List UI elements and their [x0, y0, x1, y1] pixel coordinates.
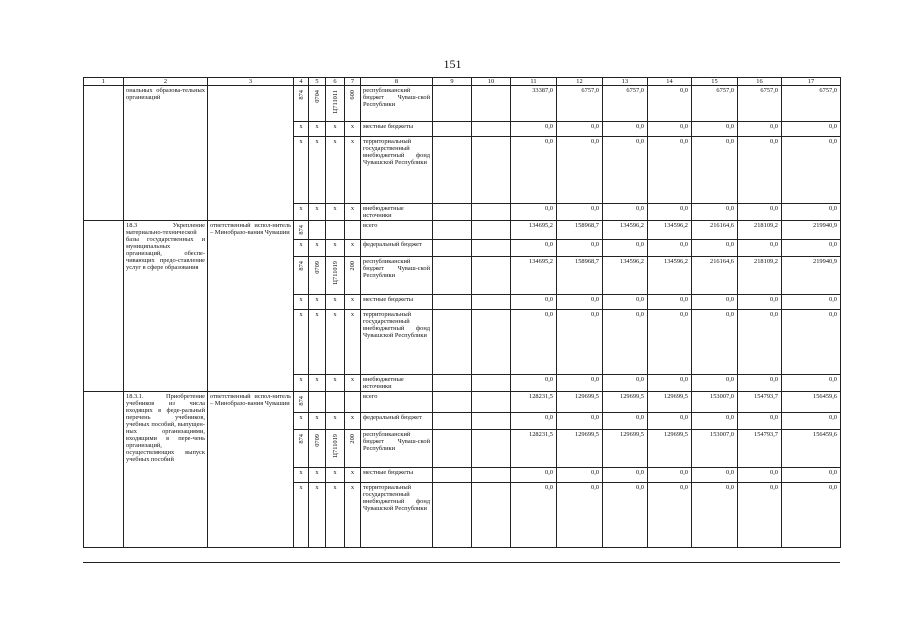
amount-cell: 134596,2 [603, 221, 648, 240]
code-cell [309, 257, 326, 295]
amount-cell: 6757,0 [782, 86, 841, 122]
code-cell: x [294, 483, 309, 548]
amount-cell: 0,0 [692, 310, 738, 375]
amount-cell: 0,0 [782, 240, 841, 257]
empty-cell [472, 221, 511, 240]
empty-cell [472, 310, 511, 375]
code-cell: x [294, 240, 309, 257]
funding-source: республиканский бюджет Чуваш-ской Республики [361, 86, 433, 122]
amount-cell: 0,0 [782, 295, 841, 310]
amount-cell: 0,0 [738, 483, 782, 548]
amount-cell: 0,0 [648, 310, 692, 375]
empty-cell [433, 122, 472, 137]
column-number: 11 [511, 78, 557, 86]
amount-cell: 156459,6 [782, 392, 841, 413]
code-cell [309, 86, 326, 122]
amount-cell: 0,0 [648, 295, 692, 310]
budget-code: 874 [297, 90, 305, 100]
amount-cell: 0,0 [511, 204, 557, 221]
amount-cell: 0,0 [511, 375, 557, 392]
code-cell [294, 221, 309, 240]
empty-cell [472, 413, 511, 430]
code-cell: x [345, 240, 361, 257]
amount-cell: 219940,9 [782, 221, 841, 240]
funding-source: территориальный государственный внебюджетный фонд Чувашской Республики [361, 483, 433, 548]
column-number: 9 [433, 78, 472, 86]
amount-cell: 0,0 [557, 295, 603, 310]
budget-code: 200 [349, 261, 356, 271]
amount-cell: 0,0 [603, 122, 648, 137]
code-cell: x [345, 483, 361, 548]
grbs-code: 874 [297, 396, 305, 406]
amount-cell: 6757,0 [692, 86, 738, 122]
budget-table [83, 77, 841, 548]
table-body [84, 78, 841, 548]
code-cell: x [309, 295, 326, 310]
amount-cell: 153007,0 [692, 392, 738, 413]
amount-cell: 129699,5 [603, 392, 648, 413]
code-cell: x [309, 483, 326, 548]
empty-cell [472, 375, 511, 392]
code-cell: x [345, 375, 361, 392]
code-cell: x [294, 137, 309, 204]
amount-cell: 6757,0 [603, 86, 648, 122]
measure-name: 18.3.1. Приобретение учебников из числа входящих в феде-ральный перечень учебников, учебных пособий, выпущен-ных организациями, входящими в пере-чень организаций, осуществляющих выпуск учебных пособий [124, 392, 208, 548]
code-cell: x [345, 204, 361, 221]
empty-cell [433, 375, 472, 392]
amount-cell: 0,0 [738, 122, 782, 137]
amount-cell: 0,0 [648, 204, 692, 221]
budget-code: 874 [297, 261, 305, 271]
empty-cell [472, 295, 511, 310]
amount-cell: 0,0 [738, 468, 782, 483]
column-number: 5 [309, 78, 326, 86]
column-number: 17 [782, 78, 841, 86]
code-cell: x [345, 468, 361, 483]
funding-source: федеральный бюджет [361, 240, 433, 257]
code-cell [345, 392, 361, 413]
code-cell: x [309, 122, 326, 137]
funding-source: внебюджетные источники [361, 375, 433, 392]
empty-cell [433, 310, 472, 375]
empty-cell [433, 413, 472, 430]
amount-cell: 0,0 [603, 375, 648, 392]
code-cell: x [345, 137, 361, 204]
budget-code: 0709 [313, 261, 321, 274]
amount-cell: 0,0 [603, 240, 648, 257]
budget-code: 200 [349, 434, 356, 444]
empty-cell [472, 483, 511, 548]
code-cell [345, 221, 361, 240]
code-cell: x [326, 375, 345, 392]
empty-cell [472, 257, 511, 295]
amount-cell: 0,0 [782, 468, 841, 483]
measure-name: 18.3 Укрепление материально-технической базы государственных и муниципальных организаций, обеспе-чивающих предо-ставление услуг в сфере образования [124, 221, 208, 392]
amount-cell: 0,0 [511, 483, 557, 548]
code-cell: x [309, 413, 326, 430]
amount-cell: 0,0 [738, 240, 782, 257]
amount-cell: 0,0 [511, 413, 557, 430]
empty-cell [433, 204, 472, 221]
amount-cell: 0,0 [692, 204, 738, 221]
code-cell: x [309, 468, 326, 483]
code-cell [326, 221, 345, 240]
code-cell: x [326, 204, 345, 221]
code-cell [309, 392, 326, 413]
amount-cell: 153007,0 [692, 430, 738, 468]
amount-cell: 0,0 [603, 413, 648, 430]
amount-cell: 134596,2 [648, 221, 692, 240]
amount-cell: 0,0 [782, 122, 841, 137]
cell-col1 [84, 392, 124, 548]
amount-cell: 0,0 [511, 468, 557, 483]
empty-cell [433, 430, 472, 468]
column-number: 2 [124, 78, 208, 86]
amount-cell: 0,0 [511, 310, 557, 375]
empty-cell [472, 122, 511, 137]
amount-cell: 218109,2 [738, 221, 782, 240]
responsible-executor [208, 86, 294, 221]
amount-cell: 0,0 [511, 240, 557, 257]
funding-source: территориальный государственный внебюджетный фонд Чувашской Республики [361, 310, 433, 375]
amount-cell: 0,0 [603, 295, 648, 310]
table-row [84, 392, 841, 413]
column-number: 1 [84, 78, 124, 86]
amount-cell: 128231,5 [511, 392, 557, 413]
empty-cell [433, 137, 472, 204]
code-cell: x [326, 310, 345, 375]
amount-cell: 0,0 [557, 137, 603, 204]
funding-source: республиканский бюджет Чуваш-ской Республики [361, 257, 433, 295]
empty-cell [433, 257, 472, 295]
amount-cell: 0,0 [603, 483, 648, 548]
empty-cell [472, 392, 511, 413]
amount-cell: 0,0 [782, 204, 841, 221]
column-number: 14 [648, 78, 692, 86]
code-cell: x [326, 468, 345, 483]
amount-cell: 0,0 [603, 310, 648, 375]
page-number: 151 [443, 57, 462, 71]
column-number: 15 [692, 78, 738, 86]
column-number: 16 [738, 78, 782, 86]
amount-cell: 0,0 [648, 413, 692, 430]
amount-cell: 6757,0 [557, 86, 603, 122]
code-cell: x [326, 483, 345, 548]
amount-cell: 0,0 [557, 468, 603, 483]
funding-source: всего [361, 221, 433, 240]
code-cell: x [309, 375, 326, 392]
amount-cell: 0,0 [648, 468, 692, 483]
empty-cell [433, 221, 472, 240]
empty-cell [472, 86, 511, 122]
column-number: 3 [208, 78, 294, 86]
cell-col1 [84, 86, 124, 221]
amount-cell: 0,0 [557, 310, 603, 375]
amount-cell: 0,0 [692, 413, 738, 430]
table-row [84, 221, 841, 240]
amount-cell: 0,0 [692, 295, 738, 310]
amount-cell: 6757,0 [738, 86, 782, 122]
budget-code: 874 [297, 434, 305, 444]
code-cell: x [326, 295, 345, 310]
budget-code: 600 [349, 90, 356, 100]
amount-cell: 0,0 [648, 86, 692, 122]
budget-code: 0704 [313, 90, 321, 103]
code-cell [326, 392, 345, 413]
code-cell: x [309, 137, 326, 204]
code-cell [326, 257, 345, 295]
code-cell: x [294, 468, 309, 483]
amount-cell: 0,0 [738, 295, 782, 310]
amount-cell: 0,0 [648, 240, 692, 257]
column-number: 13 [603, 78, 648, 86]
amount-cell: 134695,2 [511, 221, 557, 240]
amount-cell: 0,0 [603, 137, 648, 204]
amount-cell: 0,0 [557, 413, 603, 430]
code-cell [294, 257, 309, 295]
funding-source: местные бюджеты [361, 468, 433, 483]
empty-cell [472, 137, 511, 204]
code-cell [309, 221, 326, 240]
empty-cell [472, 204, 511, 221]
empty-cell [433, 240, 472, 257]
funding-source: внебюджетные источники [361, 204, 433, 221]
amount-cell: 154793,7 [738, 392, 782, 413]
amount-cell: 129699,5 [648, 430, 692, 468]
amount-cell: 158968,7 [557, 257, 603, 295]
code-cell: x [345, 310, 361, 375]
amount-cell: 0,0 [557, 375, 603, 392]
amount-cell: 0,0 [692, 468, 738, 483]
amount-cell: 0,0 [557, 240, 603, 257]
amount-cell: 219940,9 [782, 257, 841, 295]
amount-cell: 0,0 [648, 122, 692, 137]
code-cell: x [309, 240, 326, 257]
amount-cell: 134695,2 [511, 257, 557, 295]
budget-code: 0709 [313, 434, 321, 447]
amount-cell: 0,0 [738, 137, 782, 204]
code-cell: x [294, 310, 309, 375]
budget-code: Ц711019 [331, 434, 339, 458]
amount-cell: 0,0 [782, 483, 841, 548]
amount-cell: 0,0 [648, 483, 692, 548]
amount-cell: 0,0 [603, 204, 648, 221]
code-cell [294, 430, 309, 468]
budget-code: Ц711011 [331, 90, 339, 114]
code-cell: x [309, 310, 326, 375]
budget-code: Ц711019 [331, 261, 339, 285]
empty-cell [433, 295, 472, 310]
amount-cell: 0,0 [738, 413, 782, 430]
code-cell: x [294, 295, 309, 310]
measure-name: ональных образова-тельных организаций [124, 86, 208, 221]
amount-cell: 134596,2 [603, 257, 648, 295]
amount-cell: 156459,6 [782, 430, 841, 468]
amount-cell: 0,0 [782, 137, 841, 204]
code-cell [309, 430, 326, 468]
responsible-executor: ответственный испол-нитель – Минобразо-вания Чувашии [208, 221, 294, 392]
code-cell: x [345, 295, 361, 310]
code-cell: x [294, 204, 309, 221]
amount-cell: 0,0 [603, 468, 648, 483]
amount-cell: 0,0 [557, 122, 603, 137]
empty-cell [433, 468, 472, 483]
amount-cell: 0,0 [511, 122, 557, 137]
empty-cell [433, 483, 472, 548]
amount-cell: 218109,2 [738, 257, 782, 295]
funding-source: всего [361, 392, 433, 413]
code-cell: x [294, 413, 309, 430]
code-cell: x [294, 375, 309, 392]
code-cell: x [326, 137, 345, 204]
column-number: 10 [472, 78, 511, 86]
code-cell [326, 86, 345, 122]
empty-cell [433, 392, 472, 413]
column-number: 12 [557, 78, 603, 86]
responsible-executor: ответственный испол-нитель – Минобразо-вания Чувашии [208, 392, 294, 548]
amount-cell: 0,0 [692, 240, 738, 257]
empty-cell [472, 430, 511, 468]
funding-source: федеральный бюджет [361, 413, 433, 430]
amount-cell: 0,0 [738, 310, 782, 375]
amount-cell: 0,0 [511, 295, 557, 310]
funding-source: местные бюджеты [361, 122, 433, 137]
amount-cell: 129699,5 [557, 392, 603, 413]
amount-cell: 129699,5 [603, 430, 648, 468]
column-number: 7 [345, 78, 361, 86]
grbs-code: 874 [297, 225, 305, 235]
amount-cell: 0,0 [692, 122, 738, 137]
amount-cell: 33387,0 [511, 86, 557, 122]
amount-cell: 0,0 [782, 375, 841, 392]
amount-cell: 0,0 [648, 137, 692, 204]
amount-cell: 158968,7 [557, 221, 603, 240]
code-cell [345, 86, 361, 122]
column-number: 4 [294, 78, 309, 86]
table-bottom-rule [83, 562, 840, 563]
code-cell: x [294, 122, 309, 137]
amount-cell: 0,0 [692, 483, 738, 548]
code-cell: x [309, 204, 326, 221]
column-number: 8 [361, 78, 433, 86]
funding-source: территориальный государственный внебюджетный фонд Чувашской Республики [361, 137, 433, 204]
amount-cell: 0,0 [738, 375, 782, 392]
code-cell [345, 430, 361, 468]
code-cell: x [326, 240, 345, 257]
amount-cell: 0,0 [557, 204, 603, 221]
amount-cell: 216164,6 [692, 257, 738, 295]
amount-cell: 0,0 [557, 483, 603, 548]
code-cell: x [345, 122, 361, 137]
empty-cell [472, 240, 511, 257]
code-cell: x [326, 122, 345, 137]
amount-cell: 0,0 [692, 375, 738, 392]
amount-cell: 0,0 [648, 375, 692, 392]
amount-cell: 128231,5 [511, 430, 557, 468]
funding-source: республиканский бюджет Чуваш-ской Республики [361, 430, 433, 468]
amount-cell: 129699,5 [648, 392, 692, 413]
column-number-row [84, 78, 841, 86]
code-cell [326, 430, 345, 468]
amount-cell: 216164,6 [692, 221, 738, 240]
code-cell [294, 86, 309, 122]
funding-source: местные бюджеты [361, 295, 433, 310]
code-cell: x [345, 413, 361, 430]
cell-col1 [84, 221, 124, 392]
empty-cell [433, 86, 472, 122]
amount-cell: 129699,5 [557, 430, 603, 468]
amount-cell: 0,0 [511, 137, 557, 204]
table-row [84, 86, 841, 122]
code-cell: x [326, 413, 345, 430]
amount-cell: 154793,7 [738, 430, 782, 468]
code-cell [294, 392, 309, 413]
column-number: 6 [326, 78, 345, 86]
amount-cell: 0,0 [782, 310, 841, 375]
empty-cell [472, 468, 511, 483]
amount-cell: 0,0 [692, 137, 738, 204]
amount-cell: 134596,2 [648, 257, 692, 295]
code-cell [345, 257, 361, 295]
amount-cell: 0,0 [782, 413, 841, 430]
amount-cell: 0,0 [738, 204, 782, 221]
